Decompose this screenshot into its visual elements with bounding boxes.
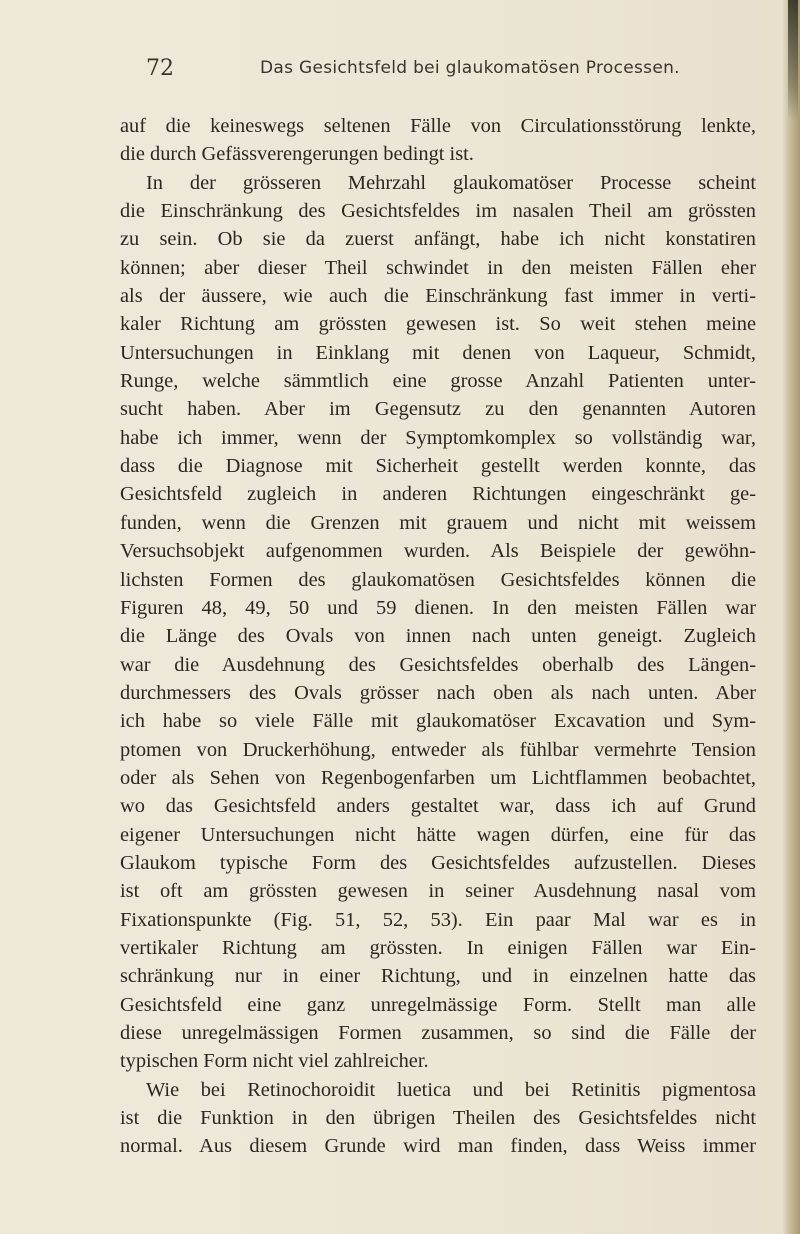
text-line: Runge, welche sämmtlich eine grosse Anzahl Patienten unter- (120, 370, 756, 393)
text-line: Figuren 48, 49, 50 und 59 dienen. In den meisten Fällen war (120, 596, 756, 619)
text-line: ich habe so viele Fälle mit glaukomatöser Excavation und Sym- (120, 710, 756, 733)
page-number: 72 (146, 56, 174, 81)
text-line: ist oft am grössten gewesen in seiner Ausdehnung nasal vom (120, 880, 756, 903)
text-line: ist die Funktion in den übrigen Theilen des Gesichtsfeldes nicht (120, 1107, 756, 1130)
text-line: ptomen von Druckerhöhung, entweder als fühlbar vermehrte Tension (120, 738, 756, 761)
text-line: die Länge des Ovals von innen nach unten geneigt. Zugleich (120, 625, 756, 648)
text-line: eigener Untersuchungen nicht hätte wagen dürfen, eine für das (120, 823, 756, 846)
text-line: vertikaler Richtung am grössten. In einigen Fällen war Ein- (120, 936, 756, 959)
text-line: war die Ausdehnung des Gesichtsfeldes oberhalb des Längen- (120, 653, 756, 676)
text-line: durchmessers des Ovals grösser nach oben als nach unten. Aber (120, 681, 756, 704)
text-line: Versuchsobjekt aufgenommen wurden. Als Beispiele der gewöhn- (120, 540, 756, 563)
page-edge-shadow (782, 0, 800, 1234)
text-line: die Einschränkung des Gesichtsfeldes im nasalen Theil am grössten (120, 200, 756, 223)
page-edge-dark-corner (788, 0, 798, 120)
body-text (120, 112, 756, 1161)
text-line: Glaukom typische Form des Gesichtsfeldes aufzustellen. Dieses (120, 851, 756, 874)
text-line: sucht haben. Aber im Gegensutz zu den genannten Autoren (120, 398, 756, 421)
text-line: schränkung nur in einer Richtung, und in einzelnen hatte das (120, 965, 756, 988)
text-line: Gesichtsfeld eine ganz unregelmässige Form. Stellt man alle (120, 993, 756, 1016)
text-line: können; aber dieser Theil schwindet in den meisten Fällen eher (120, 256, 756, 279)
text-line: kaler Richtung am grössten gewesen ist. So weit stehen meine (120, 313, 756, 336)
text-line: Gesichtsfeld zugleich in anderen Richtungen eingeschränkt ge- (120, 483, 756, 506)
text-line: die durch Gefässverengerungen bedingt ist. (120, 143, 474, 166)
text-line: funden, wenn die Grenzen mit grauem und nicht mit weissem (120, 511, 756, 534)
text-line: Wie bei Retinochoroidit luetica und bei Retinitis pigmentosa (146, 1078, 756, 1101)
text-line: Untersuchungen in Einklang mit denen von Laqueur, Schmidt, (120, 341, 756, 364)
text-line: auf die keineswegs seltenen Fälle von Circulationsstörung lenkte, (120, 115, 756, 137)
text-line: Fixationspunkte (Fig. 51, 52, 53). Ein paar Mal war es in (120, 908, 756, 931)
text-line: In der grösseren Mehrzahl glaukomatöser Processe scheint (146, 171, 756, 194)
text-line: habe ich immer, wenn der Symptomkomplex so vollständig war, (120, 426, 756, 449)
running-title: Das Gesichtsfeld bei glaukomatösen Processen. (260, 58, 680, 78)
text-line: lichsten Formen des glaukomatösen Gesichtsfeldes können die (120, 568, 756, 591)
text-line: oder als Sehen von Regenbogenfarben um Lichtflammen beobachtet, (120, 766, 756, 789)
text-line: wo das Gesichtsfeld anders gestaltet war, dass ich auf Grund (120, 795, 756, 818)
text-line: dass die Diagnose mit Sicherheit gestellt werden konnte, das (120, 455, 756, 478)
text-line: diese unregelmässigen Formen zusammen, so sind die Fälle der (120, 1022, 756, 1044)
text-line: typischen Form nicht viel zahlreicher. (120, 1050, 429, 1073)
text-line: zu sein. Ob sie da zuerst anfängt, habe ich nicht konstatiren (120, 228, 756, 251)
text-line: als der äussere, wie auch die Einschränkung fast immer in verti- (120, 285, 756, 308)
text-line: normal. Aus diesem Grunde wird man finden, dass Weiss immer (120, 1135, 756, 1158)
running-header (146, 56, 740, 88)
